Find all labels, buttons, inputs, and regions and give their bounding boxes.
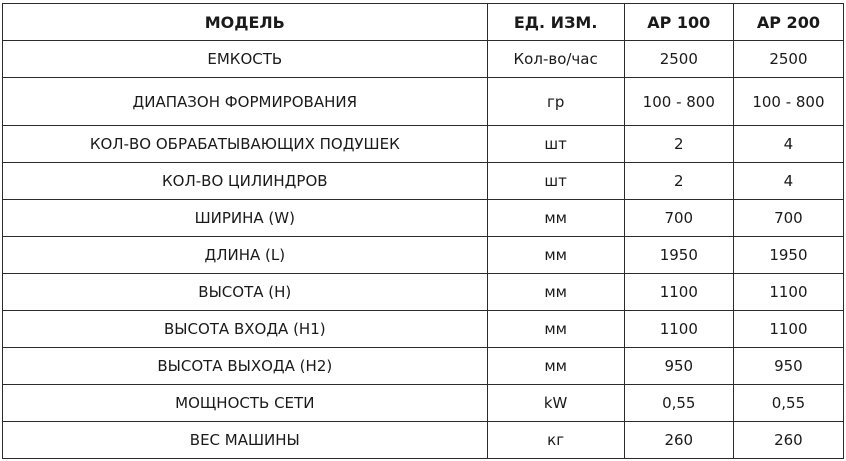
row-ap200: 1100 bbox=[733, 274, 843, 311]
row-ap200: 260 bbox=[733, 422, 843, 459]
row-ap200: 0,55 bbox=[733, 385, 843, 422]
table-row bbox=[3, 163, 844, 200]
row-unit: шт bbox=[487, 163, 624, 200]
row-name: КОЛ-ВО ЦИЛИНДРОВ bbox=[3, 163, 488, 200]
row-unit: шт bbox=[487, 126, 624, 163]
table-row bbox=[3, 348, 844, 385]
specification-table bbox=[2, 3, 844, 459]
row-ap100: 0,55 bbox=[624, 385, 733, 422]
row-ap200: 4 bbox=[733, 163, 843, 200]
row-ap200: 4 bbox=[733, 126, 843, 163]
row-ap100: 100 - 800 bbox=[624, 78, 733, 126]
table-row bbox=[3, 422, 844, 459]
row-ap200: 1950 bbox=[733, 237, 843, 274]
table-header-row bbox=[3, 4, 844, 41]
row-ap100: 1950 bbox=[624, 237, 733, 274]
table-row bbox=[3, 385, 844, 422]
table-row bbox=[3, 78, 844, 126]
header-model: МОДЕЛЬ bbox=[3, 4, 488, 41]
row-name: ВЫСОТА (H) bbox=[3, 274, 488, 311]
row-ap100: 1100 bbox=[624, 311, 733, 348]
row-ap100: 2500 bbox=[624, 41, 733, 78]
row-unit: кг bbox=[487, 422, 624, 459]
row-ap200: 2500 bbox=[733, 41, 843, 78]
row-name: ДИАПАЗОН ФОРМИРОВАНИЯ bbox=[3, 78, 488, 126]
row-unit: мм bbox=[487, 200, 624, 237]
row-name: ДЛИНА (L) bbox=[3, 237, 488, 274]
row-ap200: 1100 bbox=[733, 311, 843, 348]
row-name: ЕМКОСТЬ bbox=[3, 41, 488, 78]
row-ap100: 2 bbox=[624, 126, 733, 163]
row-name: МОЩНОСТЬ СЕТИ bbox=[3, 385, 488, 422]
row-name: ВЫСОТА ВХОДА (H1) bbox=[3, 311, 488, 348]
table-row bbox=[3, 41, 844, 78]
table-row bbox=[3, 200, 844, 237]
row-unit: мм bbox=[487, 237, 624, 274]
row-name: ВЫСОТА ВЫХОДА (H2) bbox=[3, 348, 488, 385]
row-ap200: 100 - 800 bbox=[733, 78, 843, 126]
table-row bbox=[3, 237, 844, 274]
row-unit: мм bbox=[487, 311, 624, 348]
row-ap100: 700 bbox=[624, 200, 733, 237]
row-name: ШИРИНА (W) bbox=[3, 200, 488, 237]
row-ap100: 260 bbox=[624, 422, 733, 459]
table-row bbox=[3, 274, 844, 311]
row-ap200: 950 bbox=[733, 348, 843, 385]
row-unit: kW bbox=[487, 385, 624, 422]
row-name: ВЕС МАШИНЫ bbox=[3, 422, 488, 459]
header-ap100: AP 100 bbox=[624, 4, 733, 41]
row-ap200: 700 bbox=[733, 200, 843, 237]
row-ap100: 1100 bbox=[624, 274, 733, 311]
row-name: КОЛ-ВО ОБРАБАТЫВАЮЩИХ ПОДУШЕК bbox=[3, 126, 488, 163]
row-ap100: 950 bbox=[624, 348, 733, 385]
header-unit: ЕД. ИЗМ. bbox=[487, 4, 624, 41]
row-unit: мм bbox=[487, 274, 624, 311]
row-unit: гр bbox=[487, 78, 624, 126]
row-unit: мм bbox=[487, 348, 624, 385]
table-row bbox=[3, 311, 844, 348]
header-ap200: AP 200 bbox=[733, 4, 843, 41]
row-unit: Кол-во/час bbox=[487, 41, 624, 78]
row-ap100: 2 bbox=[624, 163, 733, 200]
table-row bbox=[3, 126, 844, 163]
